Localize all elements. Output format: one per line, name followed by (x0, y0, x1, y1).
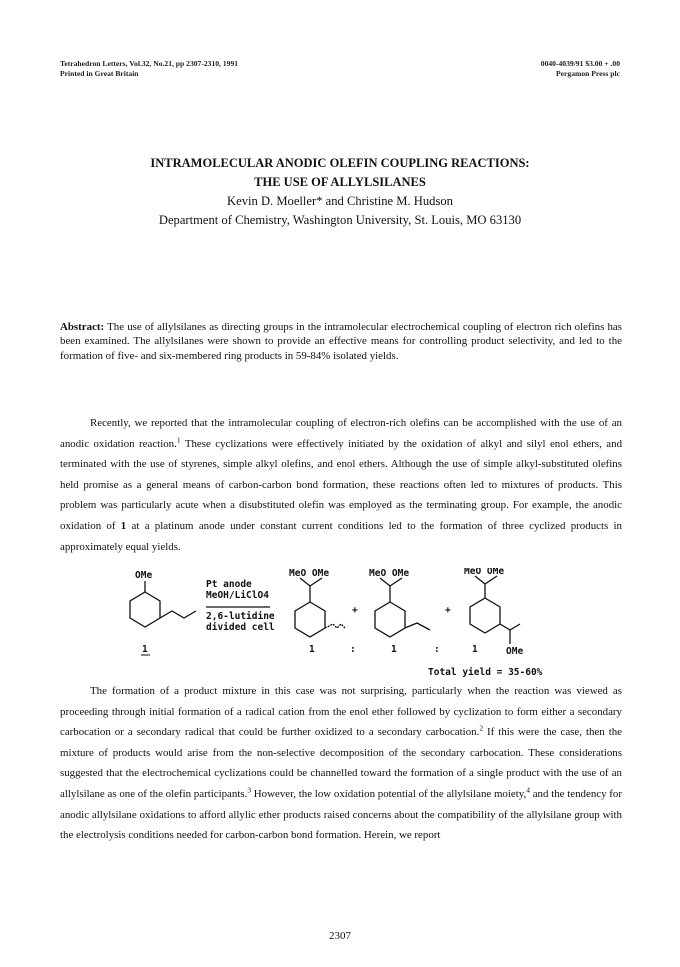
ratio-2: 1 (391, 644, 397, 655)
product-b-label: MeO OMe (369, 568, 410, 579)
start-compound-label: 1 (142, 644, 148, 655)
total-yield: Total yield = 35-60% (428, 667, 543, 678)
p2-text-d: and the tendency for anodic allylsilane oxidations to afford allylic ether products raised concerns about the compatibility of the allylsilane group with the electrolysis conditions needed for carbon-carbon bond formation. Herein, we report (60, 787, 622, 842)
ratio-1: 1 (309, 644, 315, 655)
ref-2: 2 (479, 723, 484, 733)
paragraph-1 (60, 413, 622, 557)
reaction-scheme (100, 568, 580, 678)
product-a-label: MeO OMe (289, 568, 330, 579)
conditions-4: divided cell (206, 622, 275, 633)
authors: Kevin D. Moeller* and Christine M. Hudson (227, 194, 453, 208)
product-c-ome: OMe (506, 646, 524, 657)
printed-line: Printed in Great Britain (60, 69, 139, 78)
plus-1: + (352, 605, 358, 616)
conditions-2: MeOH/LiClO4 (206, 590, 269, 601)
product-b-vinyl (405, 623, 430, 630)
ref-1: 1 (176, 434, 181, 444)
journal-citation (60, 59, 238, 79)
paragraph-2 (60, 681, 622, 846)
page-number: 2307 (329, 930, 351, 942)
abstract-label: Abstract: (60, 321, 105, 333)
affiliation: Department of Chemistry, Washington University, St. Louis, MO 63130 (158, 213, 522, 227)
ref-3: 3 (247, 785, 252, 795)
price-code: 0040-4039/91 $3.00 + .00 (540, 59, 620, 68)
product-b-ring (375, 602, 405, 637)
p2-text-c: However, the low oxidation potential of the allylsilane moiety, (251, 787, 527, 800)
abstract (60, 320, 622, 363)
paper-title-line1: INTRAMOLECULAR ANODIC OLEFIN COUPLING REACTIONS: (150, 156, 530, 170)
conditions-1: Pt anode (206, 579, 252, 590)
conditions-3: 2,6-lutidine (206, 611, 275, 622)
ratio-sep-2: : (434, 644, 440, 655)
p1-text-c: at a platinum anode under constant current conditions led to the formation of three cyclized products in approximately equal yields. (60, 519, 623, 553)
title-block (0, 154, 680, 230)
publisher-name: Pergamon Press plc (556, 69, 620, 78)
abstract-text: The use of allylsilanes as directing groups in the intramolecular electrochemical coupling of electron rich olefins has been examined. The allylsilanes were shown to provide an effective means for controlling product selectivity, and led to the formation of five- and six-membered ring products in 59-84% isolated yields. (60, 321, 622, 362)
paper-title-line2: THE USE OF ALLYLSILANES (254, 175, 426, 189)
product-a-tail (325, 624, 345, 628)
compound-ref: 1 (120, 519, 127, 532)
start-ome: OMe (135, 570, 153, 581)
p2-text-b: If this were the case, then the mixture of products would arise from the non-selective decomposition of the secondary carbocation. These considerations suggested that the electrochemical cyclizations could be channelled toward the formation of a single product with the use of an allylsilane as one of the olefin participants. (60, 726, 622, 800)
ref-4: 4 (526, 785, 530, 795)
plus-2: + (445, 605, 451, 616)
product-c-ring (470, 598, 500, 633)
journal-line: Tetrahedron Letters, Vol.32, No.21, pp 2307-2310, 1991 (60, 59, 239, 68)
ratio-3: 1 (472, 644, 478, 655)
start-chain (160, 611, 196, 618)
ratio-sep-1: : (350, 644, 356, 655)
start-ring (130, 592, 160, 627)
product-c-label: MeO OMe (464, 568, 505, 577)
product-a-ring (295, 602, 325, 637)
p1-text-a: Recently, we reported that the intramolecular coupling of electron-rich olefins can be accomplished with the use of an anodic oxidation reaction. (60, 417, 622, 450)
p1-text-b: These cyclizations were effectively initiated by the oxidation of alkyl and silyl enol ethers, and terminated with the use of styrenes, simple alkyl olefins, and enol ethers. Although the use of simple alkyl-substituted olefins held promise as a general means of carbon-carbon bond formation, these reactions often led to mixtures of products. This problem was particularly acute when a disubstituted olefin was employed as the terminating group. For example, the anodic oxidation of (60, 437, 623, 532)
p2-text-a: The formation of a product mixture in this case was not surprising, particularly when the reaction was viewed as proceeding through initial formation of a radical cation from the enol ether followed by cyclization to form either a secondary carbocation or a secondary radical that could be further oxidized to a secondary carbocation. (60, 685, 622, 739)
publisher-code (541, 59, 620, 79)
